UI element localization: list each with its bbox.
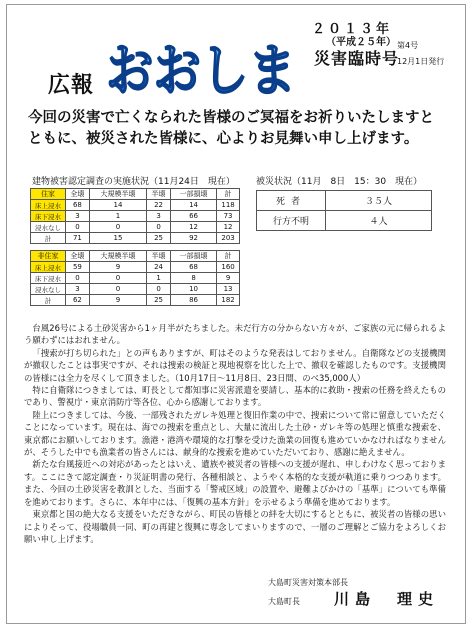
body-paragraph: 「捜索が打ち切られた」との声もありますが、町はそのような発表はしておりません。自衛隊などの支援機関が撤収したことは事実ですが、それは捜索の検証と現地視察を比した上で、撤収を確認したものです。支援機関の皆様には全力を尽くして頂きました。（10月17日〜11月8日、23日間、のべ35,000人） <box>24 347 446 383</box>
row-label: 床上浸水 <box>31 262 66 273</box>
body-paragraph: 台風26号による土砂災害から1ヶ月半がたちました。未だ行方の分からない方々が、ご家族の元に帰られるよう願わずにはおれません。 <box>24 323 446 346</box>
table-cell: 8 <box>170 273 216 284</box>
table-cell: 0 <box>66 273 90 284</box>
table-row <box>31 233 240 244</box>
row-label: 計 <box>31 295 66 306</box>
table-cell: ４人 <box>326 211 432 231</box>
damage-status-table <box>256 190 432 231</box>
damage-status-title: 被災状況（11月 8日 15：30 現在） <box>256 177 423 187</box>
table-head-cell: 大規模半壊 <box>89 251 146 262</box>
table-cell: 12 <box>217 222 240 233</box>
body-paragraph: 東京都と国の絶大なる支援をいただきながら、町民の皆様との絆を大切にするとともに、被災者の皆様の思いによりそって、役場職員一同、町の再建と復興に専念してまいりますので、一層のご理解とご協力をよろしくお願い申し上げます。 <box>24 509 446 544</box>
table-cell: 14 <box>89 200 146 211</box>
row-label: 床上浸水 <box>31 200 66 211</box>
table-row <box>31 200 240 211</box>
table-cell: 0 <box>147 222 171 233</box>
kouhou-label: 広報 <box>48 73 95 98</box>
table-cell: 9 <box>89 295 146 306</box>
row-label: 行方不明 <box>257 211 326 231</box>
table-cell: 71 <box>66 233 90 244</box>
table-cell: 73 <box>217 211 240 222</box>
table-cell: ３５人 <box>326 191 432 211</box>
table-cell: 25 <box>147 233 171 244</box>
table-cell: 0 <box>147 284 171 295</box>
table-cell: 9 <box>217 273 240 284</box>
table-row <box>31 284 240 295</box>
table-cell: 9 <box>89 262 146 273</box>
table-cell: 92 <box>170 233 216 244</box>
table-cell: 0 <box>89 273 146 284</box>
table-cell: 22 <box>147 200 171 211</box>
oshima-logo <box>104 30 299 104</box>
table-cell: 15 <box>89 233 146 244</box>
table-cell: 14 <box>170 200 216 211</box>
table-head-cell: 計 <box>217 189 240 200</box>
table-row <box>31 211 240 222</box>
table-cell: 203 <box>217 233 240 244</box>
table-cell: 3 <box>66 211 90 222</box>
table-cell: 3 <box>147 211 171 222</box>
table-head-cell: 全壊 <box>66 189 90 200</box>
table-cell: 160 <box>217 262 240 273</box>
row-label: 浸水なし <box>31 284 66 295</box>
table-row <box>257 191 432 211</box>
table-cell: 68 <box>66 200 90 211</box>
table-header-row <box>31 189 240 200</box>
message-body <box>24 322 446 545</box>
signature-org: 大島町災害対策本部長 <box>268 578 348 587</box>
non-residential-table <box>30 250 240 306</box>
table-head-cell: 一部損壊 <box>170 251 216 262</box>
table-cell: 24 <box>147 262 171 273</box>
era-year: （平成２５年） <box>326 37 396 48</box>
row-label: 床下浸水 <box>31 273 66 284</box>
table-row <box>257 211 432 231</box>
table-head-cell: 一部損壊 <box>170 189 216 200</box>
body-paragraph: 新たな台風接近への対応があったとはいえ、遺族や被災者の皆様への支援が遅れ、申しわけなく思っております。ここにきて認定調査・り災証明書の発行、各種相談と、ようやく本格的な支援が軌道に乗りつつあります。また、今回の土砂災害を教訓とした、当面する「警戒区域」の設置や、避難よびかけの「基準」についても準備を進めております。さらに、本年中には、「復興の基本方針」を示せるよう準備を進めております。 <box>24 459 446 507</box>
row-label: 浸水なし <box>31 222 66 233</box>
oshima-logo-art <box>104 30 299 104</box>
condolence-message: 今回の災害で亡くなられた皆様のご冥福をお祈りいたしますとともに、被災された皆様に、心よりお見舞い申し上げます。 <box>28 110 434 147</box>
table-head-cell: 半壊 <box>147 189 171 200</box>
table-cell: 1 <box>89 211 146 222</box>
residential-table <box>30 188 240 244</box>
special-issue-title: 災害臨時号 <box>314 49 400 68</box>
table-row <box>31 262 240 273</box>
table-head-cell: 計 <box>217 251 240 262</box>
table-cell: 66 <box>170 211 216 222</box>
table-row <box>31 222 240 233</box>
table-cell: 1 <box>147 273 171 284</box>
table-head-cell: 非住家 <box>31 251 66 262</box>
body-paragraph: 特に自衛隊につきましては、町長として都知事に災害派遣を要請し、基本的に救助・捜索の任務を終えたものであり、警視庁・東京消防庁等各位、心から感謝しております。 <box>24 385 446 408</box>
table-cell: 13 <box>217 284 240 295</box>
table-cell: 59 <box>66 262 90 273</box>
table-head-cell: 半壊 <box>147 251 171 262</box>
logo-text: おおしま <box>106 39 296 104</box>
issue-date: 12月1日発行 <box>397 57 445 66</box>
table-cell: 86 <box>170 295 216 306</box>
table-cell: 62 <box>66 295 90 306</box>
table-head-cell: 住家 <box>31 189 66 200</box>
table-cell: 0 <box>89 284 146 295</box>
signature-title: 大島町長 <box>268 597 300 606</box>
signature-name: 川島 理史 <box>334 590 440 608</box>
table-cell: 182 <box>217 295 240 306</box>
table-cell: 118 <box>217 200 240 211</box>
issue-number: 第4号 <box>397 41 419 50</box>
table-row <box>31 273 240 284</box>
table-cell: 12 <box>170 222 216 233</box>
table-cell: 0 <box>89 222 146 233</box>
row-label: 死者 <box>257 191 326 211</box>
table-cell: 68 <box>170 262 216 273</box>
table-cell: 3 <box>66 284 90 295</box>
building-survey-title: 建物被害認定調査の実施状況（11月24日 現在） <box>32 177 235 187</box>
table-head-cell: 全壊 <box>66 251 90 262</box>
row-label: 床下浸水 <box>31 211 66 222</box>
table-row <box>31 295 240 306</box>
row-label: 計 <box>31 233 66 244</box>
table-head-cell: 大規模半壊 <box>89 189 146 200</box>
table-cell: 0 <box>66 222 90 233</box>
table-cell: 25 <box>147 295 171 306</box>
year: ２０１３年 <box>312 22 393 37</box>
table-header-row <box>31 251 240 262</box>
body-paragraph: 陸上につきましては、今後、一部残されたガレキ処理と復旧作業の中で、捜索について常に留意していただくことになっています。現在は、海での捜索を重点とし、大量に流出した土砂・ガレキ等の処理と慎重な捜索を、東京都にお願いしております。漁港・港湾や環境的な打撃を受けた漁業の回復も進めていかなければなりませんが、そうした中でも漁業者の皆さんには、献身的な捜索を進めていただいており、感謝に絶えません。 <box>24 409 446 458</box>
table-cell: 10 <box>170 284 216 295</box>
